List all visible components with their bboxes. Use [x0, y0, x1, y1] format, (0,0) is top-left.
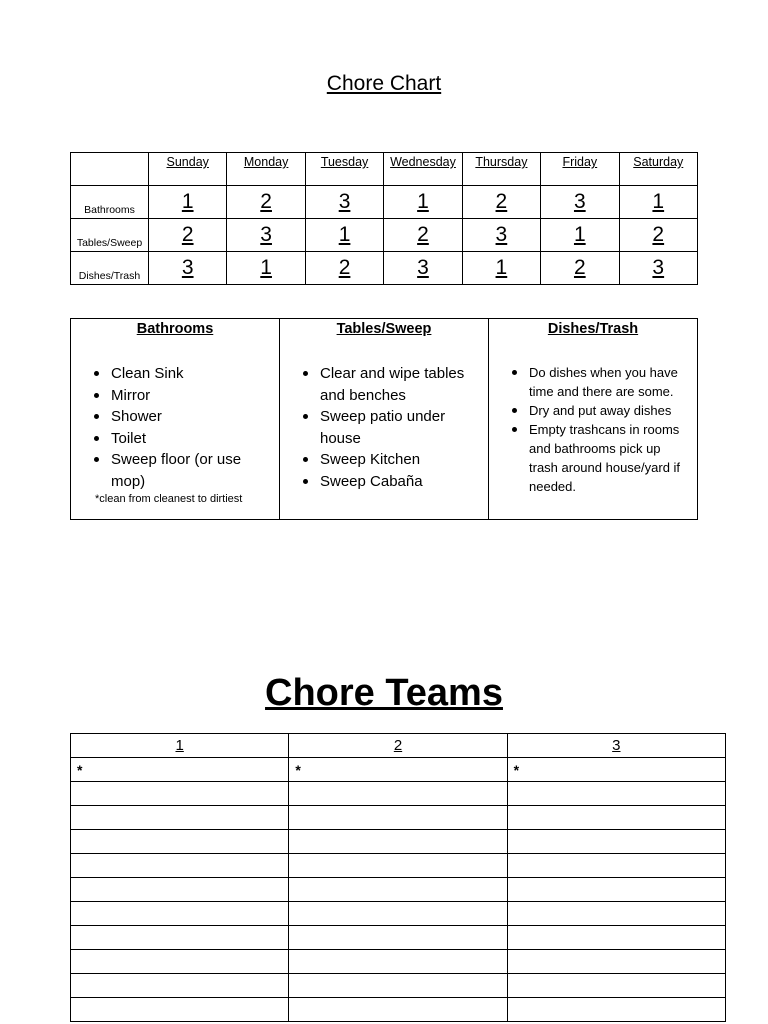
day-header: Monday [227, 153, 305, 186]
team-member-cell[interactable] [289, 878, 507, 902]
schedule-row [71, 186, 698, 219]
team-member-cell[interactable] [289, 782, 507, 806]
team-member-row [71, 902, 726, 926]
team-member-cell[interactable] [289, 854, 507, 878]
list-item: Sweep floor (or use mop) [111, 449, 273, 492]
team-member-cell[interactable] [289, 806, 507, 830]
team-member-cell[interactable] [71, 974, 289, 998]
team-member-cell[interactable]: * [289, 758, 507, 782]
day-header: Thursday [462, 153, 540, 186]
row-label: Dishes/Trash [71, 252, 149, 285]
team-number: 2 [462, 186, 540, 219]
team-number: 2 [541, 252, 619, 285]
day-header: Friday [541, 153, 619, 186]
tables-sweep-heading: Tables/Sweep [336, 321, 432, 337]
schedule-table [70, 152, 698, 285]
team-number: 2 [619, 219, 697, 252]
team-member-cell[interactable] [289, 830, 507, 854]
team-header: 2 [289, 734, 507, 758]
day-header: Tuesday [305, 153, 383, 186]
list-item: Do dishes when you have time and there are some. [529, 363, 691, 401]
list-item: Sweep Cabaña [320, 471, 482, 493]
list-item: Dry and put away dishes [529, 401, 691, 420]
team-number: 1 [305, 219, 383, 252]
team-member-cell[interactable] [71, 878, 289, 902]
team-number: 1 [462, 252, 540, 285]
team-member-cell[interactable] [289, 950, 507, 974]
team-member-cell[interactable] [71, 806, 289, 830]
schedule-row [71, 252, 698, 285]
list-item: Clean Sink [111, 363, 273, 385]
schedule-row [71, 219, 698, 252]
team-header: 1 [71, 734, 289, 758]
chore-chart-title: Chore Chart [326, 72, 442, 95]
team-member-cell[interactable] [71, 854, 289, 878]
team-member-cell[interactable] [289, 926, 507, 950]
team-number: 3 [541, 186, 619, 219]
team-member-cell[interactable] [507, 806, 725, 830]
schedule-header-row [71, 153, 698, 186]
team-member-cell[interactable] [507, 926, 725, 950]
team-member-cell[interactable] [507, 878, 725, 902]
team-number: 1 [619, 186, 697, 219]
team-member-cell[interactable]: * [71, 758, 289, 782]
teams-header-row [71, 734, 726, 758]
team-member-cell[interactable] [71, 998, 289, 1022]
team-number: 3 [227, 219, 305, 252]
team-member-row [71, 878, 726, 902]
team-member-row [71, 830, 726, 854]
team-number: 2 [305, 252, 383, 285]
row-label: Bathrooms [71, 186, 149, 219]
chore-teams-title: Chore Teams [265, 672, 503, 714]
team-member-cell[interactable] [507, 782, 725, 806]
team-number: 1 [384, 186, 462, 219]
tasks-table [70, 318, 698, 520]
tables-sweep-list [286, 363, 482, 492]
team-member-cell[interactable] [289, 902, 507, 926]
team-member-cell[interactable] [71, 902, 289, 926]
team-member-row [71, 806, 726, 830]
team-number: 3 [384, 252, 462, 285]
list-item: Toilet [111, 428, 273, 450]
team-number: 2 [149, 219, 227, 252]
dishes-trash-column [489, 319, 698, 520]
team-member-cell[interactable] [71, 830, 289, 854]
day-header: Saturday [619, 153, 697, 186]
team-member-row [71, 926, 726, 950]
bathrooms-heading: Bathrooms [136, 321, 214, 337]
team-member-cell[interactable]: * [507, 758, 725, 782]
team-member-cell[interactable] [71, 950, 289, 974]
team-member-cell[interactable] [507, 902, 725, 926]
team-number: 3 [305, 186, 383, 219]
list-item: Sweep patio under house [320, 406, 482, 449]
team-member-cell[interactable] [507, 950, 725, 974]
team-member-cell[interactable] [289, 998, 507, 1022]
team-member-row [71, 974, 726, 998]
row-label: Tables/Sweep [71, 219, 149, 252]
corner-cell [71, 153, 149, 186]
bathrooms-note: *clean from cleanest to dirtiest [95, 493, 243, 505]
team-number: 2 [384, 219, 462, 252]
team-number: 3 [462, 219, 540, 252]
team-number: 1 [227, 252, 305, 285]
team-member-cell[interactable] [507, 830, 725, 854]
dishes-trash-list [495, 363, 691, 496]
team-number: 3 [149, 252, 227, 285]
bathrooms-list [77, 363, 273, 492]
team-member-cell[interactable] [71, 782, 289, 806]
team-member-cell[interactable] [507, 974, 725, 998]
list-item: Mirror [111, 385, 273, 407]
day-header: Wednesday [384, 153, 462, 186]
team-number: 3 [619, 252, 697, 285]
team-member-row [71, 998, 726, 1022]
teams-table [70, 733, 726, 1022]
list-item: Clear and wipe tables and benches [320, 363, 482, 406]
team-header: 3 [507, 734, 725, 758]
team-member-cell[interactable] [289, 974, 507, 998]
team-member-row [71, 782, 726, 806]
list-item: Sweep Kitchen [320, 449, 482, 471]
day-header: Sunday [149, 153, 227, 186]
team-member-row [71, 758, 726, 782]
team-number: 1 [541, 219, 619, 252]
team-member-cell[interactable] [71, 926, 289, 950]
team-member-row [71, 950, 726, 974]
tables-sweep-column [280, 319, 489, 520]
team-member-cell[interactable] [507, 998, 725, 1022]
team-number: 1 [149, 186, 227, 219]
team-member-cell[interactable] [507, 854, 725, 878]
list-item: Shower [111, 406, 273, 428]
list-item: Empty trashcans in rooms and bathrooms pick up trash around house/yard if needed. [529, 420, 691, 496]
team-member-row [71, 854, 726, 878]
bathrooms-column [71, 319, 280, 520]
team-number: 2 [227, 186, 305, 219]
dishes-trash-heading: Dishes/Trash [547, 321, 639, 337]
